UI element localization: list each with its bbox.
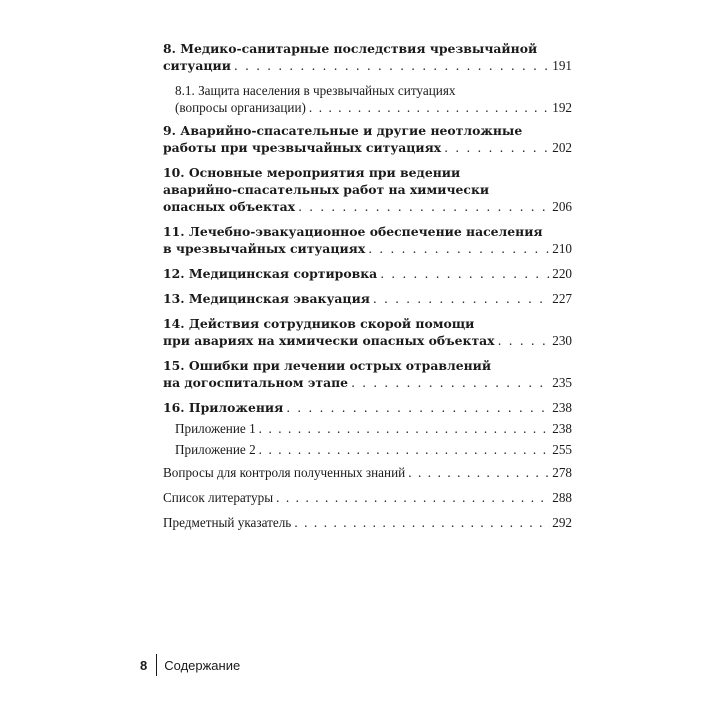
page-footer [140, 655, 240, 675]
dot-leader [351, 374, 550, 391]
toc-page-number: 191 [552, 58, 572, 73]
dot-leader [380, 265, 550, 282]
toc-entry-15[interactable] [163, 357, 572, 391]
toc-entry-title-line: Приложение 2 [175, 442, 256, 457]
toc-entry-title-line: Предметный указатель [163, 515, 292, 530]
dot-leader [368, 240, 550, 257]
toc-entry-title-line: 10. Основные мероприятия при ведении [163, 165, 461, 180]
toc-entry-title-line: работы при чрезвычайных ситуациях [163, 140, 442, 155]
page-number: 8 [140, 657, 148, 673]
running-section-title: Содержание [164, 657, 241, 673]
toc-entry-14[interactable] [163, 315, 572, 349]
toc-entry-title-line: аварийно-спасательных работ на химически [163, 182, 490, 197]
dot-leader [294, 514, 550, 531]
toc-entry-title-line: Приложение 1 [175, 421, 256, 436]
toc-entry-index[interactable] [163, 514, 572, 531]
toc-entry-title-line: в чрезвычайных ситуациях [163, 241, 366, 256]
toc-entry-title-line: на догоспитальном этапе [163, 375, 349, 390]
toc-entry-title-line: 15. Ошибки при лечении острых отравлений [163, 358, 492, 373]
toc-page-number: 238 [552, 421, 572, 436]
toc-entry-title-line: Список литературы [163, 490, 274, 505]
toc-page-number: 235 [552, 375, 572, 390]
toc-entry-title-line: Вопросы для контроля полученных знаний [163, 465, 406, 480]
toc-page-number: 292 [552, 515, 572, 530]
toc-page-number: 210 [552, 241, 572, 256]
toc-entry-12[interactable] [163, 265, 572, 282]
dot-leader [498, 332, 551, 349]
dot-leader [259, 420, 551, 437]
toc-entry-questions[interactable] [163, 464, 572, 481]
table-of-contents [163, 40, 572, 539]
toc-page-number: 202 [552, 140, 572, 155]
toc-page-number: 255 [552, 442, 572, 457]
toc-page-number: 238 [552, 400, 572, 415]
toc-page-number: 206 [552, 199, 572, 214]
toc-entry-appendix-1[interactable] [163, 420, 572, 437]
toc-entry-title-line: 8. Медико-санитарные последствия чрезвычайной [163, 41, 538, 56]
dot-leader [373, 290, 550, 307]
toc-entry-9[interactable] [163, 122, 572, 156]
toc-entry-title-line: 9. Аварийно-спасательные и другие неотложные [163, 123, 523, 138]
toc-entry-11[interactable] [163, 223, 572, 257]
dot-leader [309, 99, 550, 116]
toc-entry-title-line: опасных объектах [163, 199, 296, 214]
toc-entry-title-line: 13. Медицинская эвакуация [163, 291, 370, 306]
dot-leader [259, 441, 551, 458]
toc-entry-13[interactable] [163, 290, 572, 307]
toc-page-number: 227 [552, 291, 572, 306]
toc-entry-8-1[interactable] [163, 82, 572, 116]
toc-entry-bibliography[interactable] [163, 489, 572, 506]
toc-page-number: 220 [552, 266, 572, 281]
toc-page-number: 192 [552, 100, 572, 115]
dot-leader [298, 198, 550, 215]
toc-entry-title-line: (вопросы организации) [175, 100, 306, 115]
toc-page-number: 288 [552, 490, 572, 505]
toc-entry-10[interactable] [163, 164, 572, 215]
dot-leader [286, 399, 550, 416]
toc-entry-title-line: 11. Лечебно-эвакуационное обеспечение населения [163, 224, 543, 239]
toc-entry-title-line: 12. Медицинская сортировка [163, 266, 378, 281]
toc-entry-8[interactable] [163, 40, 572, 74]
toc-entry-title-line: 8.1. Защита населения в чрезвычайных ситуациях [175, 83, 456, 98]
toc-entry-title-line: при авариях на химически опасных объектах [163, 333, 495, 348]
toc-entry-title-line: 16. Приложения [163, 400, 284, 415]
toc-page-number: 278 [552, 465, 572, 480]
footer-divider [156, 654, 157, 676]
dot-leader [408, 464, 550, 481]
toc-entry-title-line: 14. Действия сотрудников скорой помощи [163, 316, 475, 331]
toc-entry-title-line: ситуации [163, 58, 231, 73]
dot-leader [276, 489, 550, 506]
dot-leader [234, 57, 550, 74]
toc-entry-16[interactable] [163, 399, 572, 416]
toc-page-number: 230 [552, 333, 572, 348]
toc-entry-appendix-2[interactable] [163, 441, 572, 458]
dot-leader [444, 139, 550, 156]
